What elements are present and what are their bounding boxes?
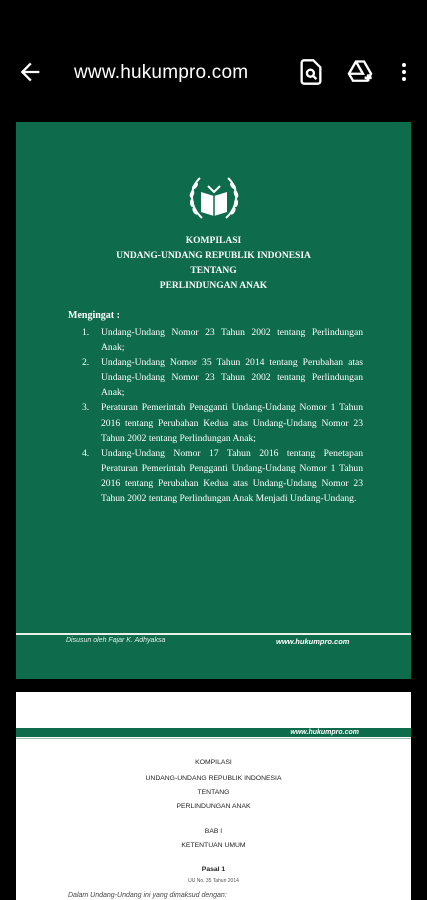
cover-title-line: UNDANG-UNDANG REPUBLIK INDONESIA xyxy=(116,251,311,261)
law-text: Undang-Undang Nomor 23 Tahun 2002 tentang Perlindungan Anak; xyxy=(101,327,363,354)
cover-title-line: KOMPILASI xyxy=(185,236,242,246)
law-number: 4. xyxy=(82,447,90,459)
law-list-item xyxy=(82,355,363,400)
page-header-line xyxy=(16,738,411,739)
law-list-item xyxy=(82,446,363,506)
law-number: 1. xyxy=(82,327,90,338)
ketentuan-heading: KETENTUAN UMUM xyxy=(181,842,246,849)
law-text: Undang-Undang Nomor 35 Tahun 2014 tentang Perubahan atas Undang-Undang Nomor 23 Tahun 2002 tentang Perlindungan Anak; xyxy=(101,357,363,399)
law-list xyxy=(82,325,363,506)
book-laurel-emblem-icon xyxy=(184,172,244,228)
uu-heading: UNDANG-UNDANG REPUBLIK INDONESIA xyxy=(145,775,282,782)
pdf-page-cover[interactable] xyxy=(16,122,411,679)
law-text: Peraturan Pemerintah Pengganti Undang-Undang Nomor 1 Tahun 2016 tentang Perubahan Kedua atas Undang-Undang Nomor 23 Tahun 2002 tentang Perlindungan Anak; xyxy=(101,402,363,444)
pdf-page-content[interactable] xyxy=(16,692,411,900)
law-list-item xyxy=(82,325,363,355)
find-in-page-icon[interactable] xyxy=(297,58,325,86)
pasal-heading: Pasal 1 xyxy=(201,866,226,873)
kompilasi-heading: KOMPILASI xyxy=(195,759,232,766)
cover-footer-author: Disusun oleh Fajar K. Adhyaksa xyxy=(66,637,166,644)
pasal-reference: UU No. 35 Tahun 2014 xyxy=(188,878,239,884)
page-header-site: www.hukumpro.com xyxy=(290,729,359,736)
law-text: Undang-Undang Nomor 17 Tahun 2016 tentang Penetapan Peraturan Pemerintah Pengganti Undang-Undang Nomor 1 Tahun 2016 tentang Perubahan Kedua atas Undang-Undang Nomor 23 Tahun 2002 tentang Perlindungan Anak Menjadi Undang-Undang. xyxy=(101,447,363,505)
law-number: 2. xyxy=(82,357,90,369)
page-url: www.hukumpro.com xyxy=(74,62,249,83)
bab-heading: BAB I xyxy=(204,828,223,835)
add-to-drive-icon[interactable] xyxy=(346,58,374,86)
body-text: Dalam Undang-Undang ini yang dimaksud dengan: xyxy=(68,892,227,899)
cover-footer-divider xyxy=(16,633,411,635)
cover-title-line: PERLINDUNGAN ANAK xyxy=(159,281,268,291)
cover-title xyxy=(16,234,411,294)
more-vert-icon[interactable] xyxy=(392,58,416,86)
cover-title-line: TENTANG xyxy=(190,266,237,276)
back-arrow-icon[interactable] xyxy=(16,58,44,86)
mengingat-label: Mengingat : xyxy=(68,310,120,321)
law-number: 3. xyxy=(82,402,90,414)
perlindungan-heading: PERLINDUNGAN ANAK xyxy=(176,803,251,810)
cover-footer-site: www.hukumpro.com xyxy=(276,637,350,646)
law-list-item xyxy=(82,400,363,445)
tentang-heading: TENTANG xyxy=(197,789,230,796)
